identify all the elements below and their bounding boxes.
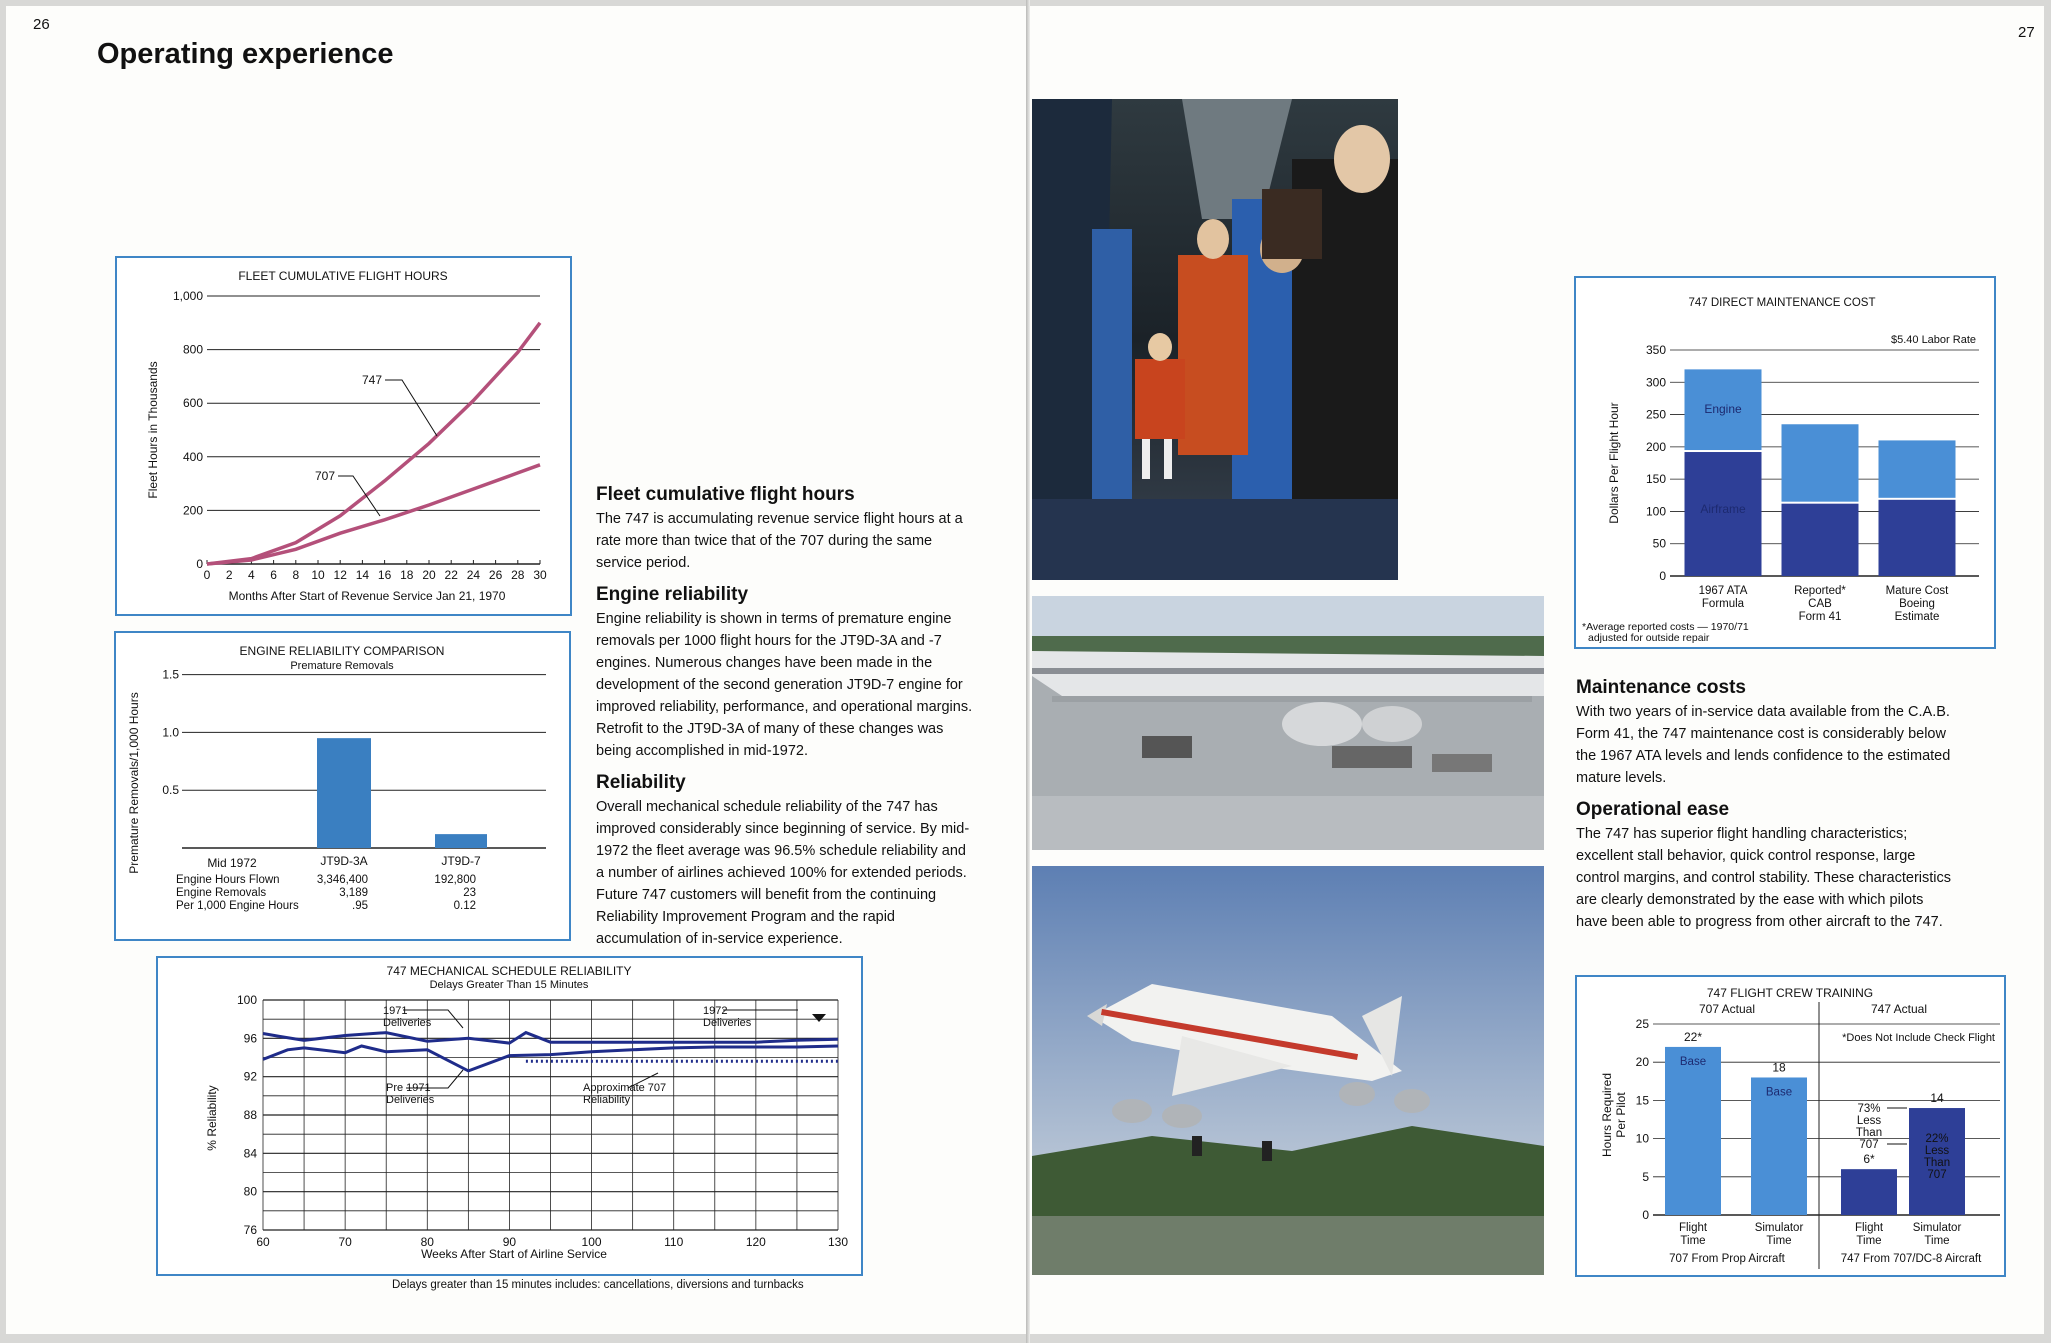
period-label: Mid 1972: [207, 856, 257, 870]
bar-label: Base: [1765, 1086, 1793, 1099]
table-cell: 3,189: [339, 887, 368, 899]
table-cell: 3,346,400: [316, 874, 368, 886]
bar-JT9D-3A: [317, 738, 371, 848]
chart-title: 747 DIRECT MAINTENANCE COST: [1688, 297, 1876, 309]
check-flight-note: *Does Not Include Check Flight: [1842, 1032, 1995, 1044]
y-tick-label: 200: [1645, 439, 1666, 454]
y-tick-label: 0: [1642, 1208, 1649, 1222]
series-label-747: 747: [361, 373, 382, 387]
category-label: JT9D-7: [441, 854, 481, 868]
category-label: Time: [1766, 1235, 1792, 1247]
value-label: 14: [1930, 1091, 1944, 1106]
y-tick-label: 88: [243, 1108, 257, 1122]
chart-title: 747 FLIGHT CREW TRAINING: [1706, 986, 1874, 1000]
footnote: *Average reported costs — 1970/71: [1582, 621, 1749, 633]
chart-title: FLEET CUMULATIVE FLIGHT HOURS: [238, 269, 448, 283]
bar-label: Base: [1679, 1055, 1707, 1068]
y-tick-label: 10: [1635, 1131, 1649, 1146]
category-label: Simulator: [1912, 1222, 1962, 1234]
y-tick-label: 600: [182, 396, 203, 411]
series-line-707: [207, 465, 540, 564]
page-number-right: 27: [2018, 24, 2035, 41]
y-tick-label: 350: [1645, 343, 1666, 357]
y-tick-label: 200: [182, 503, 203, 518]
bar-label: 73%: [1857, 1103, 1881, 1115]
left-articles: [596, 484, 976, 960]
segment-label-engine: Engine: [1704, 402, 1742, 416]
table-cell: 192,800: [434, 874, 476, 886]
y-tick-label: 400: [182, 449, 203, 464]
y-tick-label: 1.5: [162, 667, 179, 682]
bar-label: Less: [1856, 1115, 1882, 1127]
category-label: Flight: [1678, 1222, 1708, 1234]
group-label: 707 From Prop Aircraft: [1669, 1253, 1785, 1265]
page-number-left: 26: [33, 16, 50, 33]
x-tick-label: 90: [502, 1235, 517, 1249]
x-tick-label: 6: [270, 568, 277, 582]
category-label: Formula: [1701, 598, 1745, 610]
leader-747: [385, 380, 437, 436]
category-label: Form 41: [1798, 611, 1842, 623]
y-tick-label: 100: [236, 993, 257, 1007]
bar-JT9D-7: [435, 834, 487, 848]
bar-engine: [1879, 440, 1956, 497]
series-line-747: [207, 323, 540, 564]
annotation: Pre 1971 Deliveries: [386, 1082, 435, 1106]
segment-label-airframe: Airframe: [1700, 502, 1746, 516]
bar-label: Than: [1855, 1127, 1883, 1139]
bar-airframe: [1879, 500, 1956, 576]
y-tick-label: 84: [243, 1146, 257, 1161]
x-axis-label: Months After Start of Revenue Service Jan 21, 1970: [228, 589, 506, 603]
bar: [1665, 1047, 1721, 1215]
footnote: adjusted for outside repair: [1588, 632, 1710, 644]
table-cell: .95: [352, 900, 368, 912]
book-spine: [1026, 0, 1030, 1343]
x-tick-label: 2: [225, 568, 233, 582]
y-axis-label: Hours Required: [1600, 1072, 1614, 1158]
y-axis-label: Premature Removals/1,000 Hours: [127, 692, 141, 874]
y-tick-label: 100: [1645, 504, 1666, 519]
y-tick-label: 76: [243, 1223, 257, 1237]
x-tick-label: 10: [311, 568, 325, 582]
y-tick-label: 250: [1645, 407, 1666, 422]
x-tick-label: 8: [292, 568, 300, 582]
reliability-heading: Reliability: [596, 772, 686, 793]
maintenance-cost-svg: [1576, 278, 1994, 647]
x-tick-label: 110: [664, 1235, 684, 1249]
value-label: 22*: [1683, 1029, 1703, 1044]
fleet-hours-svg: [117, 258, 570, 614]
y-tick-label: 0.5: [162, 783, 179, 798]
labor-rate-note: $5.40 Labor Rate: [1890, 334, 1976, 346]
crew-training-svg: [1577, 977, 2004, 1275]
fleet-body: The 747 is accumulating revenue service flight hours at a rate more than twice that of the 707 during the same service period.: [596, 511, 963, 571]
annotation: Approximate 707 Reliability: [583, 1082, 667, 1106]
x-tick-label: 60: [256, 1235, 270, 1249]
x-tick-label: 0: [203, 568, 211, 582]
y-tick-label: 25: [1635, 1017, 1649, 1031]
airport-photo-art: [1032, 596, 1544, 850]
category-label: Flight: [1854, 1222, 1884, 1234]
group-header: 707 Actual: [1698, 1002, 1756, 1016]
x-tick-label: 70: [338, 1235, 352, 1249]
y-axis-label: Fleet Hours in Thousands: [146, 361, 160, 499]
engine-reliability-chart: [114, 631, 571, 941]
y-tick-label: 150: [1645, 472, 1666, 487]
y-tick-label: 800: [182, 342, 203, 357]
category-label: Time: [1680, 1235, 1706, 1247]
crew-training-chart: [1575, 975, 2006, 1277]
maintenance-body: With two years of in-service data available from the C.A.B. Form 41, the 747 maintenance cost is considerably below the 1967 ATA levels and lends confidence to the estimated mature levels.: [1576, 704, 1951, 786]
y-tick-label: 96: [243, 1031, 257, 1046]
x-tick-label: 4: [248, 568, 255, 582]
chart-subtitle: Premature Removals: [290, 660, 394, 672]
engine-body: Engine reliability is shown in terms of premature engine removals per 1000 flight hours for the JT9D-3A and -7 engines. Numerous changes have been made in the development of the second generation JT9D-7 engine for improved reliability, performance, and operational margins. Retrofit to the JT9D-3A of many of these changes was being accomplished in mid-1972.: [596, 611, 973, 759]
y-axis-label: Dollars Per Flight Hour: [1607, 402, 1621, 524]
cabin-photo: [1032, 99, 1398, 580]
y-axis-label: % Reliability: [205, 1085, 219, 1151]
category-label: Time: [1856, 1235, 1882, 1247]
value-label: 6*: [1863, 1152, 1875, 1167]
operational-heading: Operational ease: [1576, 799, 1730, 820]
takeoff-photo-art: [1032, 866, 1544, 1275]
group-label: 747 From 707/DC-8 Aircraft: [1840, 1253, 1982, 1265]
table-cell: 23: [463, 887, 476, 899]
bar-airframe: [1782, 504, 1859, 576]
y-tick-label: 15: [1635, 1093, 1649, 1108]
x-tick-label: 120: [745, 1235, 766, 1249]
x-tick-label: 26: [488, 568, 503, 582]
y-tick-label: 1.0: [162, 725, 179, 740]
bar-label: 707: [1859, 1139, 1879, 1151]
y-tick-label: 1,000: [172, 289, 203, 303]
category-label: Boeing: [1899, 598, 1935, 610]
bar-label: 707: [1927, 1169, 1947, 1181]
y-tick-label: 300: [1645, 375, 1666, 390]
group-header: 747 Actual: [1870, 1002, 1928, 1016]
category-label: CAB: [1808, 598, 1832, 610]
x-tick-label: 20: [422, 568, 436, 582]
y-tick-label: 92: [243, 1069, 257, 1084]
fleet-hours-chart: [115, 256, 572, 616]
series-label-707: 707: [314, 469, 335, 483]
annotation: 1972 Deliveries: [703, 1005, 752, 1029]
bar-engine: [1782, 424, 1859, 501]
category-label: Estimate: [1894, 611, 1940, 623]
category-label: JT9D-3A: [320, 854, 368, 868]
category-label: 1967 ATA: [1698, 585, 1748, 597]
category-label: Time: [1924, 1235, 1950, 1247]
engine-heading: Engine reliability: [596, 584, 749, 605]
x-tick-label: 100: [581, 1235, 602, 1249]
y-tick-label: 0: [1659, 569, 1666, 583]
x-tick-label: 22: [444, 568, 458, 582]
schedule-reliability-chart: [156, 956, 863, 1276]
takeoff-photo: [1032, 866, 1544, 1275]
table-row-label: Engine Hours Flown: [176, 874, 280, 886]
x-tick-label: 24: [466, 568, 481, 582]
table-row-label: Engine Removals: [176, 887, 267, 899]
table-cell: 0.12: [453, 900, 476, 912]
bar-label: 22%: [1925, 1133, 1949, 1145]
category-label: Reported*: [1794, 585, 1846, 597]
annotation-arrow: [812, 1014, 826, 1022]
bar-label: Less: [1924, 1145, 1950, 1157]
y-tick-label: 80: [243, 1184, 257, 1199]
delays-footnote: Delays greater than 15 minutes includes: cancellations, diversions and turnbacks: [392, 1279, 804, 1291]
y-tick-label: 50: [1652, 536, 1666, 551]
cabin-photo-art: [1032, 99, 1398, 580]
x-tick-label: 14: [355, 568, 370, 582]
chart-title: 747 MECHANICAL SCHEDULE RELIABILITY: [386, 964, 632, 978]
x-tick-label: 80: [420, 1235, 434, 1249]
y-tick-label: 20: [1635, 1055, 1649, 1070]
engine-reliability-svg: [116, 633, 569, 939]
value-label: 18: [1772, 1060, 1786, 1075]
bar-label: Than: [1923, 1157, 1951, 1169]
annotation: 1971 Deliveries: [383, 1005, 432, 1029]
x-axis-label: Weeks After Start of Airline Service: [421, 1247, 607, 1261]
x-tick-label: 130: [827, 1235, 849, 1249]
operational-body: The 747 has superior flight handling characteristics; excellent stall behavior, quick control response, large control margins, and control stability. These characteristics are clearly demonstrated by the ease with which pilots have been able to progress from other aircraft to the 747.: [1576, 826, 1952, 930]
category-label: Mature Cost: [1885, 585, 1949, 597]
table-row-label: Per 1,000 Engine Hours: [176, 900, 299, 912]
airport-photo: [1032, 596, 1544, 850]
y-tick-label: 0: [196, 557, 203, 571]
x-tick-label: 18: [400, 568, 414, 582]
reliability-body: Overall mechanical schedule reliability of the 747 has improved considerably since beginning of service. By mid-1972 the fleet average was 96.5% schedule reliability and a number of airlines achieved 100% for extended periods. Future 747 customers will benefit from the continuing Reliability Improvement Program and the rapid accumulation of in-service experience.: [596, 799, 970, 947]
schedule-reliability-svg: [158, 958, 861, 1274]
chart-title: ENGINE RELIABILITY COMPARISON: [239, 644, 445, 658]
bar: [1841, 1169, 1897, 1215]
x-tick-label: 16: [377, 568, 392, 582]
fleet-heading: Fleet cumulative flight hours: [596, 484, 855, 505]
maintenance-heading: Maintenance costs: [1576, 677, 1746, 698]
maintenance-cost-chart: [1574, 276, 1996, 649]
x-tick-label: 12: [333, 568, 347, 582]
y-axis-label: Per Pilot: [1614, 1092, 1628, 1138]
x-tick-label: 28: [511, 568, 525, 582]
y-tick-label: 5: [1642, 1169, 1649, 1184]
x-tick-label: 30: [533, 568, 547, 582]
chart-subtitle: Delays Greater Than 15 Minutes: [429, 979, 589, 991]
category-label: Simulator: [1754, 1222, 1804, 1234]
right-articles: [1576, 677, 1956, 943]
page-title: Operating experience: [97, 38, 394, 70]
